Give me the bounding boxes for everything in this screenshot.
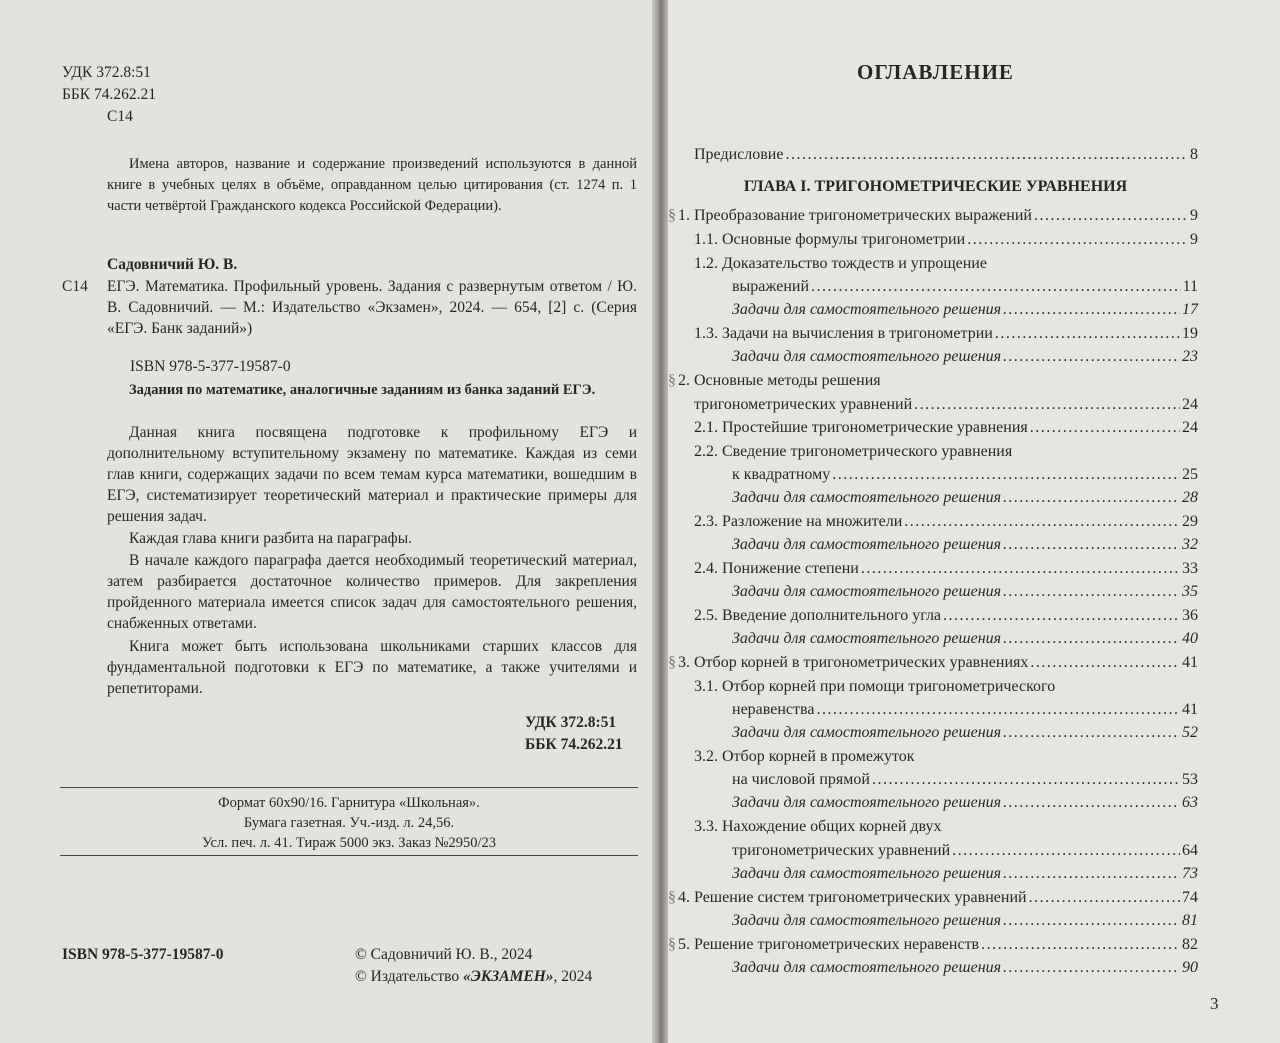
publisher-brand: «ЭКЗАМЕН» [463, 968, 554, 985]
imprint-top-rule [60, 787, 638, 788]
toc-leader [1003, 722, 1180, 744]
toc-entry-page: 11 [1182, 278, 1198, 295]
imprint-line-1: Формат 60x90/16. Гарнитура «Школьная». [218, 795, 480, 811]
toc-entry-title: тригонометрических уравнений [694, 396, 913, 413]
author-mark-side: С14 [62, 278, 88, 295]
udk-code: УДК 372.8:51 [62, 64, 151, 81]
toc-entry-title: тригонометрических уравнений [732, 842, 951, 859]
toc-entry [732, 346, 1198, 368]
toc-entry [732, 957, 1198, 979]
toc-entry-title: 1.2. Доказательство тождеств и упрощение [694, 255, 987, 272]
toc-entry-page: 52 [1182, 724, 1198, 741]
right-page [668, 0, 1280, 1043]
annotation-paragraph-4: Книга может быть использована школьниками старших классов для фундаментальной подготовки к ЕГЭ по математике, а также учителями и репетиторами. [107, 638, 637, 697]
toc-entry [678, 887, 1198, 909]
author-mark: С14 [107, 108, 133, 125]
toc-entry [694, 229, 1198, 251]
toc-entry-title: 1.3. Задачи на вычисления в тригонометрии [694, 325, 993, 342]
toc-entry-title: 3.2. Отбор корней в промежуток [694, 748, 915, 765]
book-gutter [652, 0, 668, 1043]
toc-entry-title: Задачи для самостоятельного решения [732, 959, 1002, 976]
toc-leader [811, 276, 1181, 298]
toc-entry-page: 32 [1182, 536, 1198, 553]
toc-entry-page: 9 [1190, 207, 1198, 224]
toc-entry-page: 53 [1182, 771, 1198, 788]
toc-leader [1030, 652, 1180, 674]
toc-entry-title: 3. Отбор корней в тригонометрических уравнениях [678, 654, 1029, 671]
toc-leader [1034, 205, 1188, 227]
annotation-paragraph-3: В начале каждого параграфа дается необходимый теоретический материал, затем разбирается достаточное количество примеров. Для закрепления пройденного материала имеется список задач для самостоятельного решения, снабженных ответами. [107, 552, 637, 632]
toc-entry-page: 33 [1182, 560, 1198, 577]
toc-entry [732, 699, 1198, 721]
toc-entry-page: 41 [1182, 654, 1198, 671]
toc-entry-title: 3.3. Нахождение общих корней двух [694, 818, 942, 835]
toc-entry [732, 769, 1198, 791]
toc-entry [732, 464, 1198, 486]
toc-leader [952, 840, 1180, 862]
toc-entry-page: 64 [1182, 842, 1198, 859]
toc-entry [694, 605, 1198, 627]
toc-entry [732, 863, 1198, 885]
toc-entry-page: 23 [1182, 348, 1198, 365]
toc-entry-page: 41 [1182, 701, 1198, 718]
toc-entry-title: 1.1. Основные формулы тригонометрии [694, 231, 966, 248]
toc-entry-title: Задачи для самостоятельного решения [732, 912, 1002, 929]
toc-leader [816, 699, 1180, 721]
isbn-bottom: ISBN 978-5-377-19587-0 [62, 946, 224, 963]
toc-leader [1003, 346, 1180, 368]
imprint-bottom-rule [60, 855, 638, 856]
toc-entry-title: неравенства [732, 701, 815, 718]
section-sign-5: § [668, 936, 676, 953]
toc-leader [1003, 792, 1180, 814]
toc-entry-title: Задачи для самостоятельного решения [732, 724, 1002, 741]
copyright-author: © Садовничий Ю. В., 2024 [355, 946, 533, 963]
section-sign-1: § [668, 207, 676, 224]
toc-entry [732, 299, 1198, 321]
toc-entry [732, 276, 1198, 298]
toc-entry [732, 910, 1198, 932]
toc-entry-page: 74 [1182, 889, 1198, 906]
section-sign-3: § [668, 654, 676, 671]
toc-leader [967, 229, 1188, 251]
section-sign-4: § [668, 889, 676, 906]
toc-leader [1003, 957, 1180, 979]
toc-entry-title: Задачи для самостоятельного решения [732, 301, 1002, 318]
imprint-line-2: Бумага газетная. Уч.-изд. л. 24,56. [243, 815, 455, 831]
toc-entry [694, 511, 1198, 533]
toc-entry [732, 840, 1198, 862]
toc-leader [1003, 581, 1180, 603]
toc-entry-title: 2.4. Понижение степени [694, 560, 859, 577]
toc-leader [1003, 299, 1180, 321]
toc-entry-title: на числовой прямой [732, 771, 870, 788]
toc-entry [732, 628, 1198, 650]
toc-entry-page: 90 [1182, 959, 1198, 976]
toc-entry [732, 722, 1198, 744]
toc-entry-page: 24 [1182, 419, 1198, 436]
annotation-title: Задания по математике, аналогичные заданиям из банка заданий ЕГЭ. [129, 382, 596, 398]
toc-entry [732, 534, 1198, 556]
toc-entry [694, 144, 1198, 166]
imprint-block [60, 793, 638, 853]
toc-entry-title: выражений [732, 278, 810, 295]
toc-entry [694, 323, 1198, 345]
toc-leader [995, 323, 1180, 345]
toc-entry-title: Задачи для самостоятельного решения [732, 583, 1002, 600]
toc-leader [904, 511, 1180, 533]
toc-entry-page: 29 [1182, 513, 1198, 530]
toc-entry [732, 792, 1198, 814]
toc-entry-title: 3.1. Отбор корней при помощи тригонометрического [694, 678, 1056, 695]
toc-entry-page: 17 [1182, 301, 1198, 318]
toc-leader [1003, 628, 1180, 650]
toc-entry-page: 8 [1190, 146, 1198, 163]
author-name: Садовничий Ю. В. [107, 256, 238, 273]
chapter-heading: ГЛАВА I. ТРИГОНОМЕТРИЧЕСКИЕ УРАВНЕНИЯ [743, 178, 1128, 195]
bbk-code-bottom: ББК 74.262.21 [525, 736, 623, 753]
toc-entry [678, 205, 1198, 227]
toc-entry-title: Задачи для самостоятельного решения [732, 536, 1002, 553]
toc-entry-page: 81 [1182, 912, 1198, 929]
toc-entry-title: 5. Решение тригонометрических неравенств [678, 936, 980, 953]
toc-leader [1003, 910, 1180, 932]
toc-entry-title: Задачи для самостоятельного решения [732, 630, 1002, 647]
toc-entry-title: Задачи для самостоятельного решения [732, 348, 1002, 365]
copyright-publisher [355, 966, 592, 987]
bibliographic-record: ЕГЭ. Математика. Профильный уровень. Задания с развернутым ответом / Ю. В. Садовничий. — М.: Издательство «Экзамен», 2024. — 654, [2] с. (Серия «ЕГЭ. Банк заданий») [107, 278, 637, 337]
toc-entry [694, 417, 1198, 439]
toc-entry-page: 9 [1190, 231, 1198, 248]
toc-entry [732, 581, 1198, 603]
isbn: ISBN 978-5-377-19587-0 [130, 358, 291, 375]
toc-entry-title: Предисловие [694, 146, 784, 163]
section-sign-2: § [668, 372, 676, 389]
toc-entry-title: 2.3. Разложение на множители [694, 513, 903, 530]
toc-entry-page: 19 [1182, 325, 1198, 342]
toc-entry [678, 934, 1198, 956]
toc-leader [832, 464, 1180, 486]
toc-entry-page: 40 [1182, 630, 1198, 647]
toc-leader [1029, 887, 1180, 909]
bbk-code: ББК 74.262.21 [62, 86, 157, 103]
toc-entry-title: 2. Основные методы решения [678, 372, 881, 389]
imprint-line-3: Усл. печ. л. 41. Тираж 5000 экз. Заказ №2950/23 [201, 835, 496, 851]
udk-code-bottom: УДК 372.8:51 [525, 714, 617, 731]
toc-entry-title: Задачи для самостоятельного решения [732, 865, 1002, 882]
toc-title: ОГЛАВЛЕНИЕ [857, 60, 1014, 84]
toc-leader [785, 144, 1188, 166]
annotation-paragraph-2: Каждая глава книги разбита на параграфы. [129, 530, 413, 547]
toc-entry-page: 63 [1182, 794, 1198, 811]
toc-entry-title: 2.2. Сведение тригонометрического уравнения [694, 443, 1013, 460]
copyright-notice: Имена авторов, название и содержание произведений используются в данной книге в учебных целях в объёме, оправданном целью цитирования (ст. 1274 п. 1 части четвёртой Гражданского кодекса Российской Федерации). [107, 156, 637, 214]
toc-leader [981, 934, 1180, 956]
toc-entry-page: 25 [1182, 466, 1198, 483]
toc-entry-title: 2.1. Простейшие тригонометрические уравнения [694, 419, 1028, 436]
toc-leader [872, 769, 1180, 791]
page-number: 3 [1210, 994, 1219, 1013]
annotation-paragraph-1: Данная книга посвящена подготовке к профильному ЕГЭ и дополнительному вступительному экзамену по математике. Каждая из семи глав книги, содержащих задачи по всем темам курса математики, вошедшим в ЕГЭ, систематизирует теоретический материал и практические примеры для решения задач. [107, 424, 637, 525]
toc-leader [1003, 534, 1180, 556]
toc-entry-page: 82 [1182, 936, 1198, 953]
toc-entry-page: 73 [1182, 865, 1198, 882]
toc-entry-title: к квадратному [732, 466, 831, 483]
copyright-suffix: , 2024 [553, 968, 593, 985]
toc-leader [861, 558, 1180, 580]
toc-leader [1003, 863, 1180, 885]
toc-entry-title: Задачи для самостоятельного решения [732, 489, 1002, 506]
toc-entry-page: 28 [1182, 489, 1198, 506]
toc-leader [1003, 487, 1180, 509]
toc-entry-page: 36 [1182, 607, 1198, 624]
toc-entry-title: 1. Преобразование тригонометрических выражений [678, 207, 1032, 224]
toc-leader [914, 394, 1180, 416]
toc-entry [678, 652, 1198, 674]
toc-entry-title: Задачи для самостоятельного решения [732, 794, 1002, 811]
toc-entry [694, 558, 1198, 580]
toc-leader [943, 605, 1180, 627]
toc-entry [732, 487, 1198, 509]
toc-entry-title: 4. Решение систем тригонометрических уравнений [678, 889, 1027, 906]
copyright-prefix: © Издательство [355, 968, 464, 985]
toc-entry-page: 35 [1182, 583, 1198, 600]
toc-entry-title: 2.5. Введение дополнительного угла [694, 607, 942, 624]
toc-leader [1030, 417, 1180, 439]
toc-entry-page: 24 [1182, 396, 1198, 413]
toc-entry [694, 394, 1198, 416]
